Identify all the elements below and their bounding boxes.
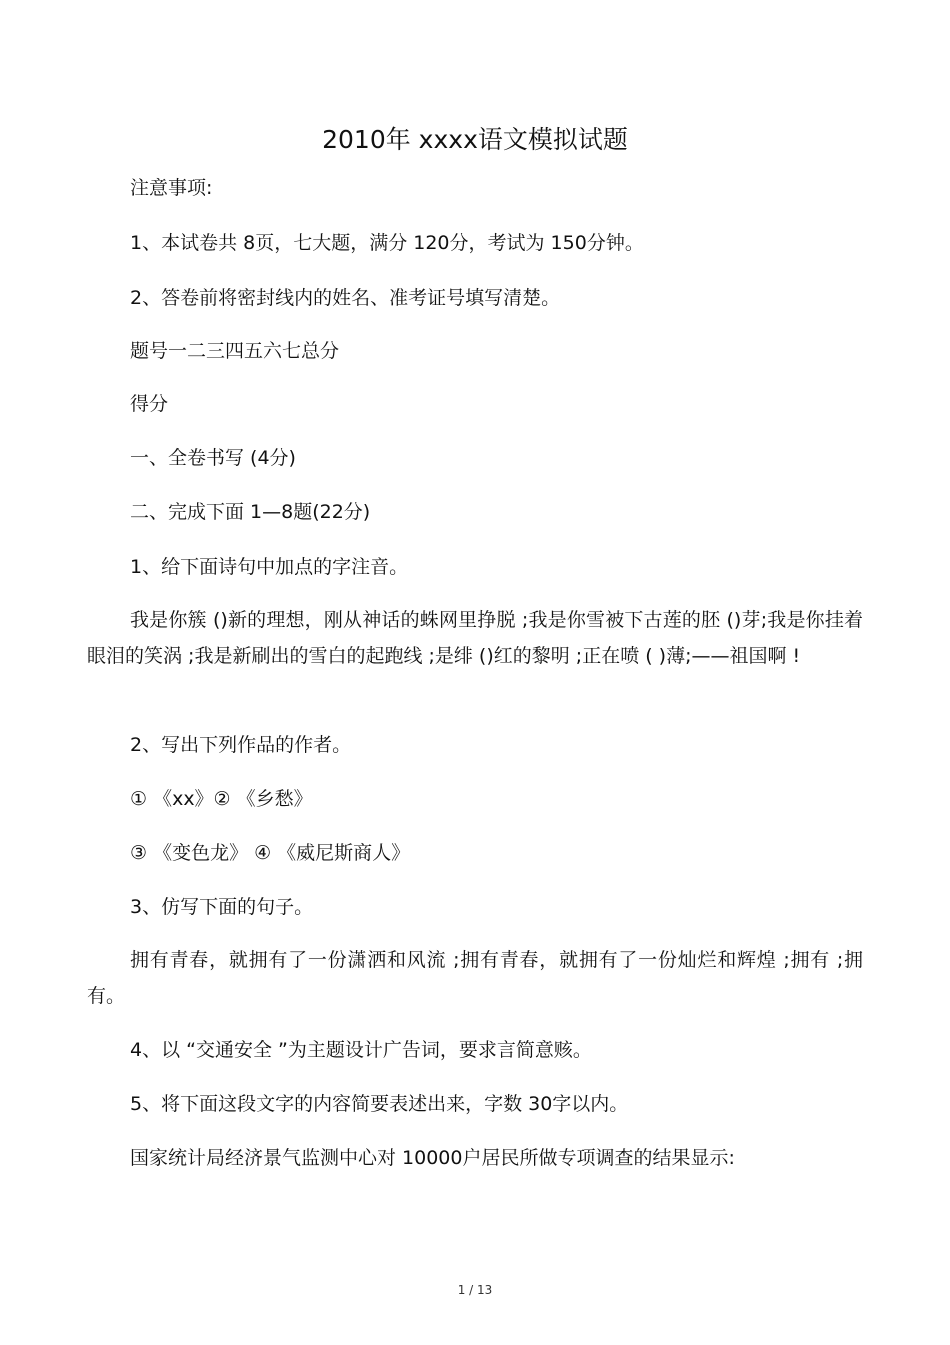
question-2: 2、写出下列作品的作者。 — [130, 734, 352, 756]
question-4: 4、以 “交通安全 ”为主题设计广告词，要求言简意赅。 — [130, 1039, 592, 1061]
question-1-passage: 我是你簇 ()新的理想，刚从神话的蛛网里挣脱 ;我是你雪被下古莲的胚 ()芽;我是你挂着眼泪的笑涡 ;我是新刷出的雪白的起跑线 ;是绯 ()红的黎明 ;正在喷 ( )薄;——祖国啊 ! — [87, 609, 863, 667]
question-2-items-a: ① 《xx》② 《乡愁》 — [130, 788, 313, 810]
score-table-header: 题号一二三四五六七总分 — [130, 340, 340, 362]
notice-heading: 注意事项: — [130, 177, 213, 199]
question-2-items-b: ③ 《变色龙》 ④ 《威尼斯商人》 — [130, 842, 411, 864]
notice-item-1: 1、本试卷共 8页，七大题，满分 120分，考试为 150分钟。 — [130, 232, 644, 254]
document-title: 2010年 xxxx语文模拟试题 — [322, 125, 628, 154]
notice-item-2: 2、答卷前将密封线内的姓名、准考证号填写清楚。 — [130, 287, 561, 309]
question-3-passage: 拥有青春，就拥有了一份潇洒和风流 ;拥有青春，就拥有了一份灿烂和辉煌 ;拥有 ;拥有。 — [87, 949, 863, 1007]
question-3: 3、仿写下面的句子。 — [130, 896, 314, 918]
question-5-passage: 国家统计局经济景气监测中心对 10000户居民所做专项调查的结果显示: — [130, 1147, 735, 1169]
page-indicator: 1 / 13 — [457, 1283, 493, 1297]
question-5: 5、将下面这段文字的内容简要表述出来，字数 30字以内。 — [130, 1093, 629, 1115]
question-1: 1、给下面诗句中加点的字注音。 — [130, 556, 409, 578]
section-heading-2: 二、完成下面 1—8题(22分) — [130, 501, 371, 523]
score-table-row: 得分 — [130, 393, 169, 415]
section-heading-1: 一、全卷书写 (4分) — [130, 447, 296, 469]
